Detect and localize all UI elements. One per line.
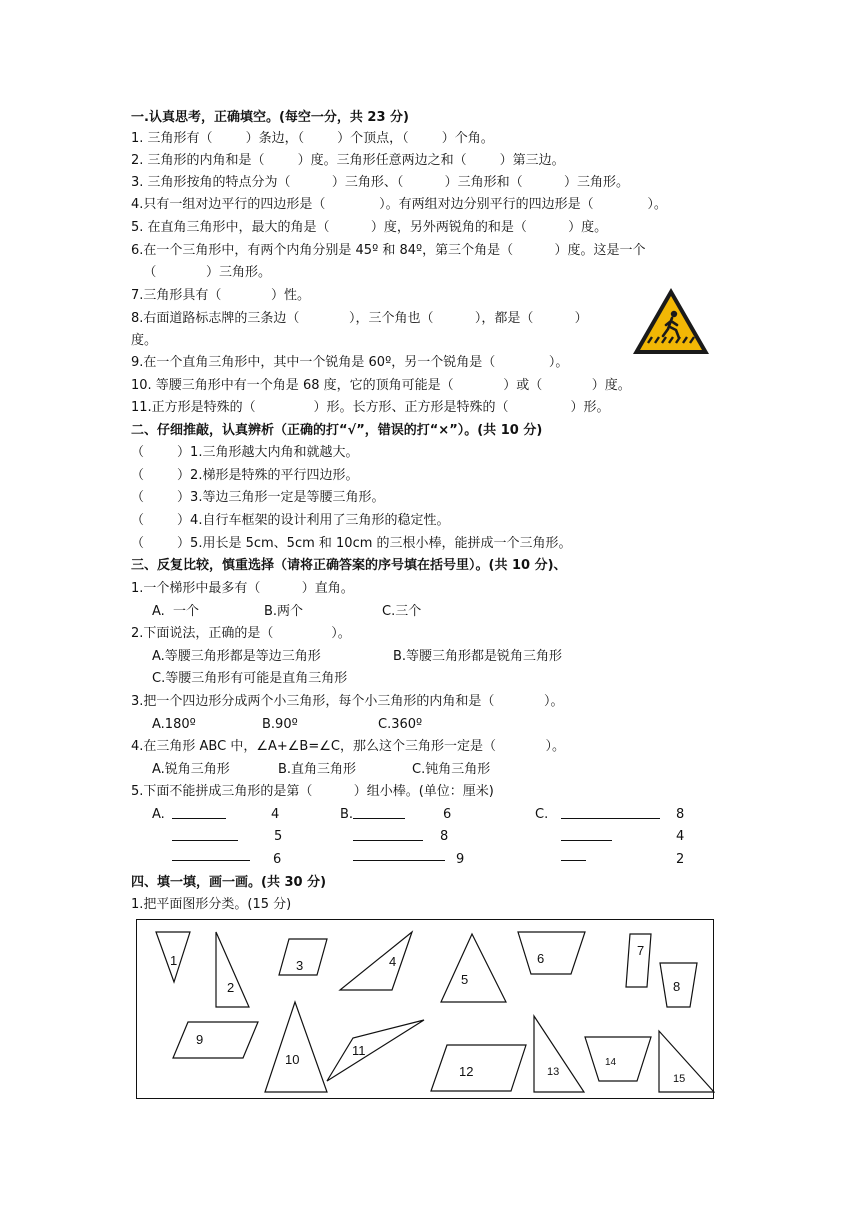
sticks-group-b-label: B.: [340, 807, 354, 822]
choice-q1: 1.一个梯形中最多有（ ）直角。: [131, 581, 354, 596]
question-1-11: 11.正方形是特殊的（ ）形。长方形、正方形是特殊的（ ）形。: [131, 400, 610, 415]
choice-q3: 3.把一个四边形分成两个小三角形，每个小三角形的内角和是（ ）。: [131, 694, 564, 709]
choice-q4-option-a: A.锐角三角形: [152, 762, 230, 777]
stick-c-1: [561, 818, 660, 819]
pedestrian-crossing-sign-icon: [630, 285, 712, 357]
stick-c-3: [561, 860, 586, 861]
shape-label-8: 8: [673, 979, 681, 994]
shape-label-10: 10: [285, 1052, 300, 1067]
stick-c-2-length: 4: [676, 829, 685, 844]
choice-q2-option-b: B.等腰三角形都是锐角三角形: [393, 649, 563, 664]
judge-item-1: （ ）1.三角形越大内角和就越大。: [131, 445, 359, 460]
stick-a-1: [172, 818, 226, 819]
question-1-2: 2. 三角形的内角和是（ ）度。三角形任意两边之和（ ）第三边。: [131, 153, 565, 168]
shape-6: [518, 932, 585, 974]
question-1-4: 4.只有一组对边平行的四边形是（ ）。有两组对边分别平行的四边形是（ ）。: [131, 197, 667, 212]
stick-a-2: [172, 840, 238, 841]
section3-title: 三、反复比较，慎重选择（请将正确答案的序号填在括号里）。(共 10 分)、: [131, 558, 567, 573]
stick-a-3-length: 6: [273, 852, 282, 867]
sticks-group-a-label: A.: [152, 807, 165, 822]
shape-13: [534, 1016, 584, 1092]
shape-15: [659, 1031, 714, 1092]
question-1-8: 8.右面道路标志牌的三条边（ ），三个角也（ ），都是（ ）: [131, 311, 588, 326]
question-1-5: 5. 在直角三角形中，最大的角是（ ）度，另外两锐角的和是（ ）度。: [131, 220, 608, 235]
shape-label-15: 15: [673, 1073, 686, 1085]
stick-b-1: [353, 818, 405, 819]
question-1-7: 7.三角形具有（ ）性。: [131, 288, 310, 303]
choice-q3-option-c: C.360º: [378, 717, 423, 732]
stick-a-2-length: 5: [274, 829, 283, 844]
stick-b-2-length: 8: [440, 829, 449, 844]
shape-label-1: 1: [170, 953, 178, 968]
choice-q3-option-b: B.90º: [262, 717, 298, 732]
choice-q5: 5.下面不能拼成三角形的是第（ ）组小棒。(单位：厘米): [131, 784, 494, 799]
shape-label-11: 11: [352, 1043, 366, 1058]
choice-q1-option-c: C.三个: [382, 604, 422, 619]
shape-11: [327, 1020, 424, 1081]
shape-7: [626, 934, 651, 987]
choice-q2-option-a: A.等腰三角形都是等边三角形: [152, 649, 321, 664]
shape-14: [585, 1037, 651, 1081]
question-1-1: 1. 三角形有（ ）条边，（ ）个顶点，（ ）个角。: [131, 131, 494, 146]
question-1-9: 9.在一个直角三角形中，其中一个锐角是 60º，另一个锐角是（ ）。: [131, 355, 569, 370]
stick-c-1-length: 8: [676, 807, 685, 822]
stick-a-1-length: 4: [271, 807, 280, 822]
question-1-8-cont: 度。: [131, 333, 158, 348]
shape-12: [431, 1045, 526, 1091]
judge-item-4: （ ）4.自行车框架的设计利用了三角形的稳定性。: [131, 513, 450, 528]
stick-c-3-length: 2: [676, 852, 685, 867]
stick-b-2: [353, 840, 423, 841]
section1-title: 一.认真思考，正确填空。(每空一分，共 23 分): [131, 110, 409, 125]
shape-9: [173, 1022, 258, 1058]
shape-label-9: 9: [196, 1032, 204, 1047]
stick-b-1-length: 6: [443, 807, 452, 822]
choice-q2-option-c: C.等腰三角形有可能是直角三角形: [152, 671, 348, 686]
choice-q2: 2.下面说法，正确的是（ ）。: [131, 626, 351, 641]
shapes-figure: [137, 920, 715, 1100]
shape-label-3: 3: [296, 958, 304, 973]
shape-4: [340, 932, 412, 990]
question-1-6-cont: （ ）三角形。: [131, 265, 271, 280]
shape-label-5: 5: [461, 972, 469, 987]
stick-b-3-length: 9: [456, 852, 465, 867]
choice-q4: 4.在三角形 ABC 中，∠A+∠B=∠C，那么这个三角形一定是（ ）。: [131, 739, 566, 754]
shape-label-2: 2: [227, 980, 235, 995]
choice-q4-option-b: B.直角三角形: [278, 762, 357, 777]
shape-label-7: 7: [637, 943, 645, 958]
judge-item-3: （ ）3.等边三角形一定是等腰三角形。: [131, 490, 385, 505]
question-1-3: 3. 三角形按角的特点分为（ ）三角形、（ ）三角形和（ ）三角形。: [131, 175, 630, 190]
judge-item-2: （ ）2.梯形是特殊的平行四边形。: [131, 468, 359, 483]
question-1-10: 10. 等腰三角形中有一个角是 68 度，它的顶角可能是（ ）或（ ）度。: [131, 378, 631, 393]
shape-label-13: 13: [547, 1066, 560, 1078]
judge-item-5: （ ）5.用长是 5cm、5cm 和 10cm 的三根小棒，能拼成一个三角形。: [131, 536, 572, 551]
shape-5: [441, 934, 506, 1002]
section2-title: 二、仔细推敲，认真辨析（正确的打“√”，错误的打“×”）。(共 10 分): [131, 423, 543, 438]
shapes-box: [136, 919, 714, 1099]
stick-b-3: [353, 860, 445, 861]
classify-question: 1.把平面图形分类。(15 分): [131, 897, 292, 912]
question-1-6: 6.在一个三角形中，有两个内角分别是 45º 和 84º，第三个角是（ ）度。这是一个: [131, 243, 646, 258]
choice-q1-option-b: B.两个: [264, 604, 304, 619]
stick-a-3: [172, 860, 250, 861]
section4-title: 四、填一填，画一画。(共 30 分): [131, 875, 327, 890]
choice-q1-option-a: A. 一个: [152, 604, 200, 619]
sticks-group-c-label: C.: [535, 807, 549, 822]
shape-2: [216, 932, 249, 1007]
stick-c-2: [561, 840, 612, 841]
choice-q3-option-a: A.180º: [152, 717, 196, 732]
choice-q4-option-c: C.钝角三角形: [412, 762, 491, 777]
shape-label-12: 12: [459, 1064, 474, 1079]
shape-label-6: 6: [537, 951, 545, 966]
shape-label-14: 14: [605, 1057, 617, 1068]
shape-label-4: 4: [389, 954, 397, 969]
shape-10: [265, 1002, 327, 1092]
